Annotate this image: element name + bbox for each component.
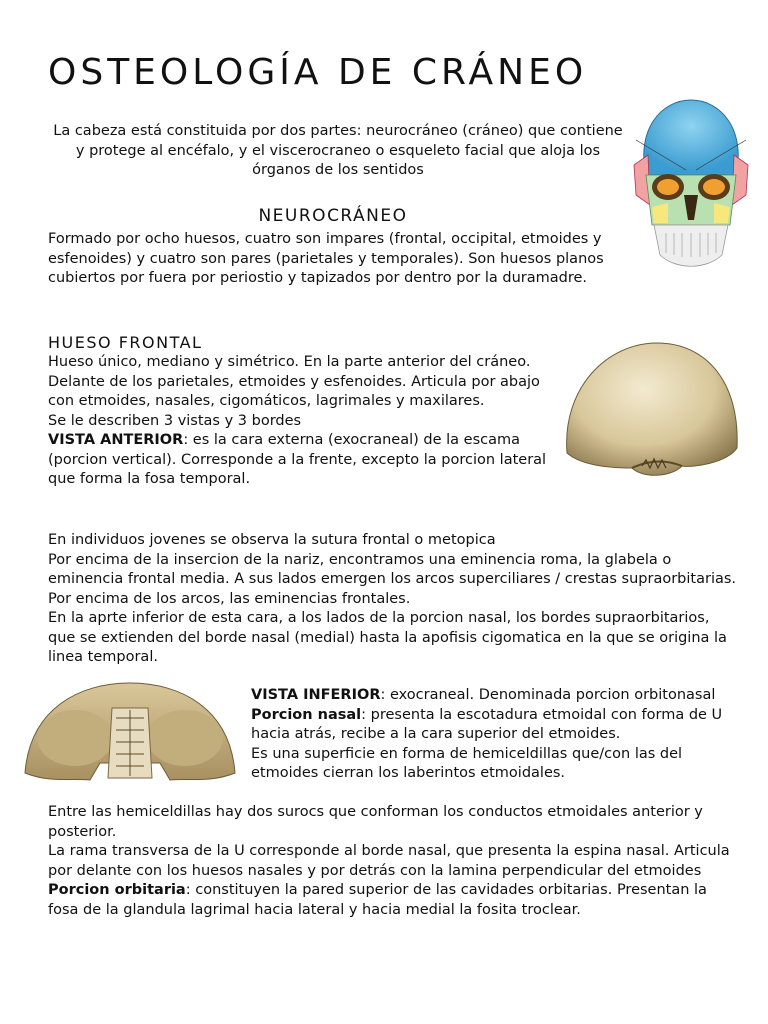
jovenes-line: En individuos jovenes se observa la sutura frontal o metopica xyxy=(48,532,496,548)
hueso-frontal-heading: HUESO FRONTAL xyxy=(48,333,203,352)
frontal-bone-inferior-image xyxy=(20,678,240,790)
page-title: OSTEOLOGÍA DE CRÁNEO xyxy=(48,52,588,93)
hemiceldillas-line: Es una superficie en forma de hemiceldillas que/con las del etmoides cierran los laberintos etmoidales. xyxy=(251,745,683,781)
vista-anterior-text: : es la cara externa (exocraneal) de la escama (porcion vertical). Corresponde a la frente, excepto la porcion lateral que forma la fosa temporal. xyxy=(48,432,547,487)
vista-inferior-line xyxy=(251,686,731,706)
vista-anterior-label: VISTA ANTERIOR xyxy=(48,432,184,448)
porcion-nasal-text: : presenta la escotadura etmoidal con forma de U hacia atrás, recibe a la cara superior del etmoides. xyxy=(251,706,723,742)
supraorbitarios-line: En la aprte inferior de esta cara, a los lados de la porcion nasal, los bordes supraorbitarios, que se extienden del borde nasal (medial) hasta la apofisis cigomatica en la que se origina la linea temporal. xyxy=(48,610,727,665)
frontal-block-2 xyxy=(48,531,738,668)
neurocraneo-paragraph: Formado por ocho huesos, cuatro son impares (frontal, occipital, etmoides y esfenoides) y cuatro son pares (parietales y temporales). Son huesos planos cubiertos por fuera por periostio y tapizados por dentro por la duramadre. xyxy=(48,231,604,286)
vista-inferior-block xyxy=(251,686,731,784)
surcos-line: Entre las hemiceldillas hay dos surocs que conforman los conductos etmoidales anterior y posterior. xyxy=(48,804,703,840)
frontal-bone-image xyxy=(562,338,742,478)
porcion-orbitaria-line xyxy=(48,881,738,920)
frontal-description: Hueso único, mediano y simétrico. En la parte anterior del cráneo. Delante de los parietales, etmoides y esfenoides. Articula por abajo con etmoides, nasales, cigomáticos, lagrimales y maxilares. xyxy=(48,354,540,409)
vista-inferior-text: : exocraneal. Denominada porcion orbitonasal xyxy=(380,687,716,703)
porcion-orbitaria-label: Porcion orbitaria xyxy=(48,882,186,898)
eminencias-line: Por encima de los arcos, las eminencias frontales. xyxy=(48,590,411,607)
porcion-nasal-line xyxy=(251,706,731,745)
frontal-vistas-line: Se le describen 3 vistas y 3 bordes xyxy=(48,412,302,429)
skull-front-view-image xyxy=(626,95,756,275)
closing-block xyxy=(48,803,738,920)
intro-paragraph: La cabeza está constituida por dos partes: neurocráneo (cráneo) que contiene y protege al encéfalo, y el viscerocraneo o esqueleto facial que aloja los órganos de los sentidos xyxy=(53,123,623,178)
frontal-block-1 xyxy=(48,353,558,490)
rama-transversa-line: La rama transversa de la U corresponde al borde nasal, que presenta la espina nasal. Articula por delante con los huesos nasales y por detrás con la lamina perpendicular del etmoides xyxy=(48,843,730,879)
porcion-nasal-label: Porcion nasal xyxy=(251,706,362,723)
glabela-line: Por encima de la insercion de la nariz, encontramos una eminencia roma, la glabela o eminencia frontal media. A sus lados emergen los arcos superciliares / crestas supraorbitarias. xyxy=(48,551,737,587)
neurocraneo-heading: NEUROCRÁNEO xyxy=(258,206,408,226)
vista-anterior-line xyxy=(48,431,558,490)
vista-inferior-label: VISTA INFERIOR xyxy=(251,687,381,703)
porcion-orbitaria-text: : constituyen la pared superior de las cavidades orbitarias. Presentan la fosa de la glandula lagrimal hacia lateral y hacia medial la fosita troclear. xyxy=(48,882,707,918)
